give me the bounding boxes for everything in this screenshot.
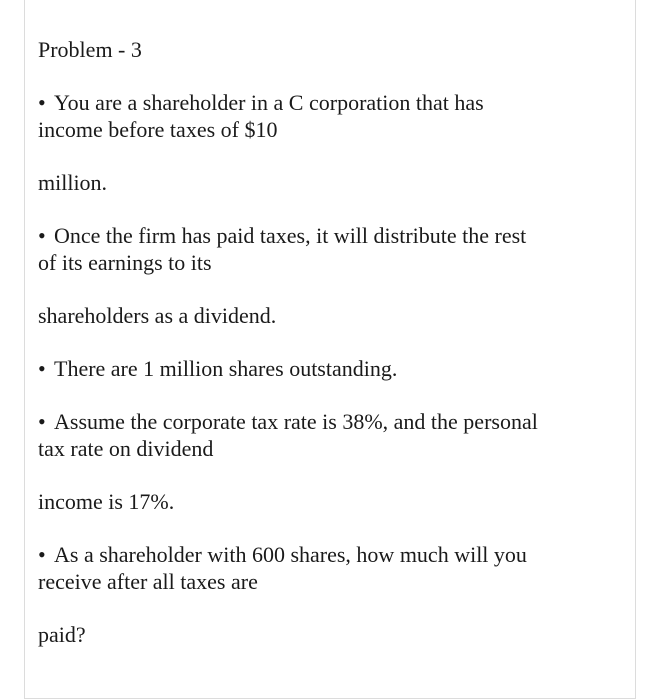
paragraph-2: [38, 169, 628, 196]
paragraph-9-line-1: paid?: [38, 622, 86, 647]
paragraph-7-line-1: income is 17%.: [38, 489, 175, 514]
paragraph-8-line-1: As a shareholder with 600 shares, how much will you: [54, 542, 527, 567]
paragraph-6: [38, 408, 628, 462]
bullet-glyph: •: [38, 223, 46, 248]
paragraph-5-line-1: There are 1 million shares outstanding.: [54, 356, 398, 381]
paragraph-7: [38, 488, 628, 515]
paragraph-9: [38, 621, 628, 648]
paragraph-2-line-1: million.: [38, 170, 108, 195]
paragraph-6-line-1: Assume the corporate tax rate is 38%, and the personal: [54, 409, 538, 434]
paragraph-4-line-1: shareholders as a dividend.: [38, 303, 277, 328]
bullet-glyph: •: [38, 409, 46, 434]
bullet-glyph: •: [38, 356, 46, 381]
bullet-glyph: •: [38, 542, 46, 567]
paragraph-6-line-2: tax rate on dividend: [38, 436, 214, 461]
bullet-glyph: •: [38, 90, 46, 115]
paragraph-3-line-1: Once the firm has paid taxes, it will distribute the rest: [54, 223, 527, 248]
paragraph-5: [38, 355, 628, 382]
paragraph-8: [38, 541, 628, 595]
paragraph-1-line-1: You are a shareholder in a C corporation that has: [54, 90, 484, 115]
paragraph-3-line-2: of its earnings to its: [38, 250, 212, 275]
paragraph-8-line-2: receive after all taxes are: [38, 569, 258, 594]
problem-title: Problem - 3: [38, 37, 142, 62]
paragraph-3: [38, 222, 628, 276]
problem-content: [38, 36, 628, 648]
paragraph-1: [38, 89, 628, 143]
paragraph-4: [38, 302, 628, 329]
paragraph-1-line-2: income before taxes of $10: [38, 117, 278, 142]
